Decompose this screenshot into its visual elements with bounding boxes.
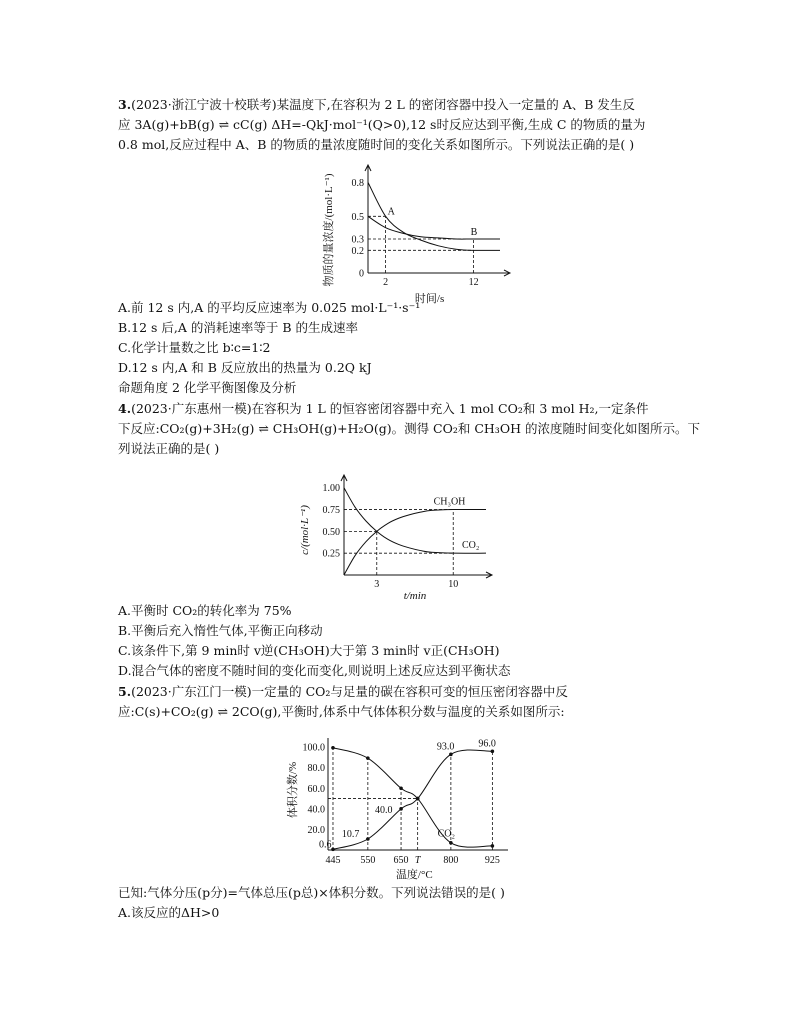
chart3-point — [366, 756, 370, 760]
chart1-x-tick: 12 — [468, 277, 479, 288]
chart3-point — [449, 753, 453, 757]
chart3-point — [399, 807, 403, 811]
chart3-x-tick: 650 — [393, 855, 409, 866]
q5-number: 5. — [118, 684, 132, 699]
chart3-y-tick: 80.0 — [307, 763, 325, 775]
chart3-point-label: 93.0 — [436, 741, 455, 753]
chart1-y-tick: 0.5 — [351, 211, 364, 223]
q4-line3: 列说法正确的是( ) — [118, 441, 220, 456]
chart1-y-tick: 0.2 — [351, 245, 364, 257]
q4-line1 — [118, 401, 648, 417]
chart3-x-tick: 925 — [484, 855, 500, 866]
q5-line3: 已知:气体分压(p分)=气体总压(p总)×体积分数。下列说法错误的是( ) — [118, 885, 505, 900]
q3-line2: 应 3A(g)+bB(g) ⇌ cC(g) ΔH=-QkJ·mol⁻¹(Q>0),12 s时反应达到平衡,生成 C 的物质的量为 — [118, 117, 646, 132]
q3-option-d: D.12 s 内,A 和 B 反应放出的热量为 0.2Q kJ — [118, 360, 372, 375]
chart3-point — [491, 844, 495, 848]
chart1-label-a: A — [387, 206, 395, 218]
chart1-y-tick: 0 — [359, 268, 364, 280]
q5-option-a: A.该反应的ΔH>0 — [118, 905, 220, 920]
chart3-x-tick: 550 — [360, 855, 376, 866]
q4-option-d: D.混合气体的密度不随时间的变化而变化,则说明上述反应达到平衡状态 — [118, 663, 511, 678]
chart3-y-tick: 60.0 — [307, 783, 325, 795]
chart1-label-b: B — [470, 227, 478, 238]
q3-option-c: C.化学计量数之比 b∶c=1∶2 — [118, 340, 271, 355]
chart3-point-label: 96.0 — [478, 738, 496, 750]
q4-text1: (2023·广东惠州一模)在容积为 1 L 的恒容密闭容器中充入 1 mol CO₂和 3 mol H₂,一定条件 — [131, 401, 649, 416]
chart3-point — [416, 797, 420, 801]
chart-concentration-vs-time-ab — [320, 158, 520, 308]
q3-text1: (2023·浙江宁波十校联考)某温度下,在容积为 2 L 的密闭容器中投入一定量的 A、B 发生反 — [131, 97, 635, 112]
chart2-x-tick: 10 — [448, 579, 459, 590]
chart2-y-tick: 0.25 — [322, 548, 340, 560]
chart1-y-tick: 0.3 — [351, 234, 364, 246]
chart2-xlabel: t/min — [403, 590, 427, 602]
chart-volume-fraction-vs-temperature — [282, 724, 522, 884]
chart3-y-tick: 100.0 — [302, 742, 325, 754]
chart3-x-tick: 445 — [325, 855, 341, 866]
chart3-point — [331, 746, 335, 750]
q4-line2: 下反应:CO₂(g)+3H₂(g) ⇌ CH₃OH(g)+H₂O(g)。测得 CO₂和 CH₃OH 的浓度随时间变化如图所示。下 — [118, 421, 700, 436]
chart3-point — [491, 749, 495, 753]
q4-option-a: A.平衡时 CO₂的转化率为 75% — [118, 603, 292, 618]
chart3-point-label: 40.0 — [375, 804, 393, 816]
chart1-xlabel: 时间/s — [414, 293, 445, 305]
chart3-x-tick: T — [414, 855, 421, 866]
chart1-y-tick: 0.8 — [351, 177, 364, 189]
q3-option-b: B.12 s 后,A 的消耗速率等于 B 的生成速率 — [118, 320, 359, 335]
q5-line2: 应:C(s)+CO₂(g) ⇌ 2CO(g),平衡时,体系中气体体积分数与温度的关系如图所示: — [118, 704, 565, 719]
q4-number: 4. — [118, 401, 132, 416]
chart3-x-tick: 800 — [443, 855, 459, 866]
chart2-ylabel: c/(mol·L⁻¹) — [299, 505, 311, 555]
chart3-point — [399, 786, 403, 790]
chart3-point-label: 10.7 — [341, 828, 360, 840]
chart3-point-label: 0.6 — [318, 839, 332, 851]
chart2-x-tick: 3 — [374, 579, 380, 590]
chart3-point — [449, 841, 453, 845]
chart3-y-tick: 20.0 — [307, 824, 325, 836]
q5-text1: (2023·广东江门一模)一定量的 CO₂与足量的碳在容积可变的恒压密闭容器中反 — [131, 684, 568, 699]
section-heading: 命题角度 2 化学平衡图像及分析 — [118, 380, 297, 395]
chart2-label-co2: CO₂ — [461, 540, 480, 552]
q3-number: 3. — [118, 97, 132, 112]
chart2-y-tick: 0.50 — [322, 526, 340, 538]
q3-option-a: A.前 12 s 内,A 的平均反应速率为 0.025 mol·L⁻¹·s⁻¹ — [118, 300, 421, 315]
chart2-y-tick: 1.00 — [322, 483, 340, 495]
q4-option-b: B.平衡后充入惰性气体,平衡正向移动 — [118, 623, 323, 638]
chart2-label-ch3oh: CH₃OH — [433, 496, 466, 508]
q4-option-c: C.该条件下,第 9 min时 v逆(CH₃OH)大于第 3 min时 v正(CH₃OH) — [118, 643, 500, 658]
q3-line3: 0.8 mol,反应过程中 A、B 的物质的量浓度随时间的变化关系如图所示。下列说法正确的是( ) — [118, 137, 635, 152]
chart3-point — [366, 837, 370, 841]
chart3-ylabel: 体积分数/% — [287, 761, 299, 819]
q3-line1 — [118, 97, 635, 113]
chart3-xlabel: 温度/°C — [395, 869, 433, 881]
chart1-ylabel: 物质的量浓度/(mol·L⁻¹) — [323, 173, 335, 287]
chart3-y-tick: 40.0 — [307, 804, 325, 816]
chart2-y-tick: 0.75 — [322, 505, 340, 517]
chart3-point — [331, 848, 335, 852]
q5-line1 — [118, 684, 568, 700]
chart1-x-tick: 2 — [383, 277, 389, 288]
chart3-label-co2: CO₂ — [437, 828, 455, 840]
chart-concentration-vs-time-co2-ch3oh — [296, 460, 526, 600]
